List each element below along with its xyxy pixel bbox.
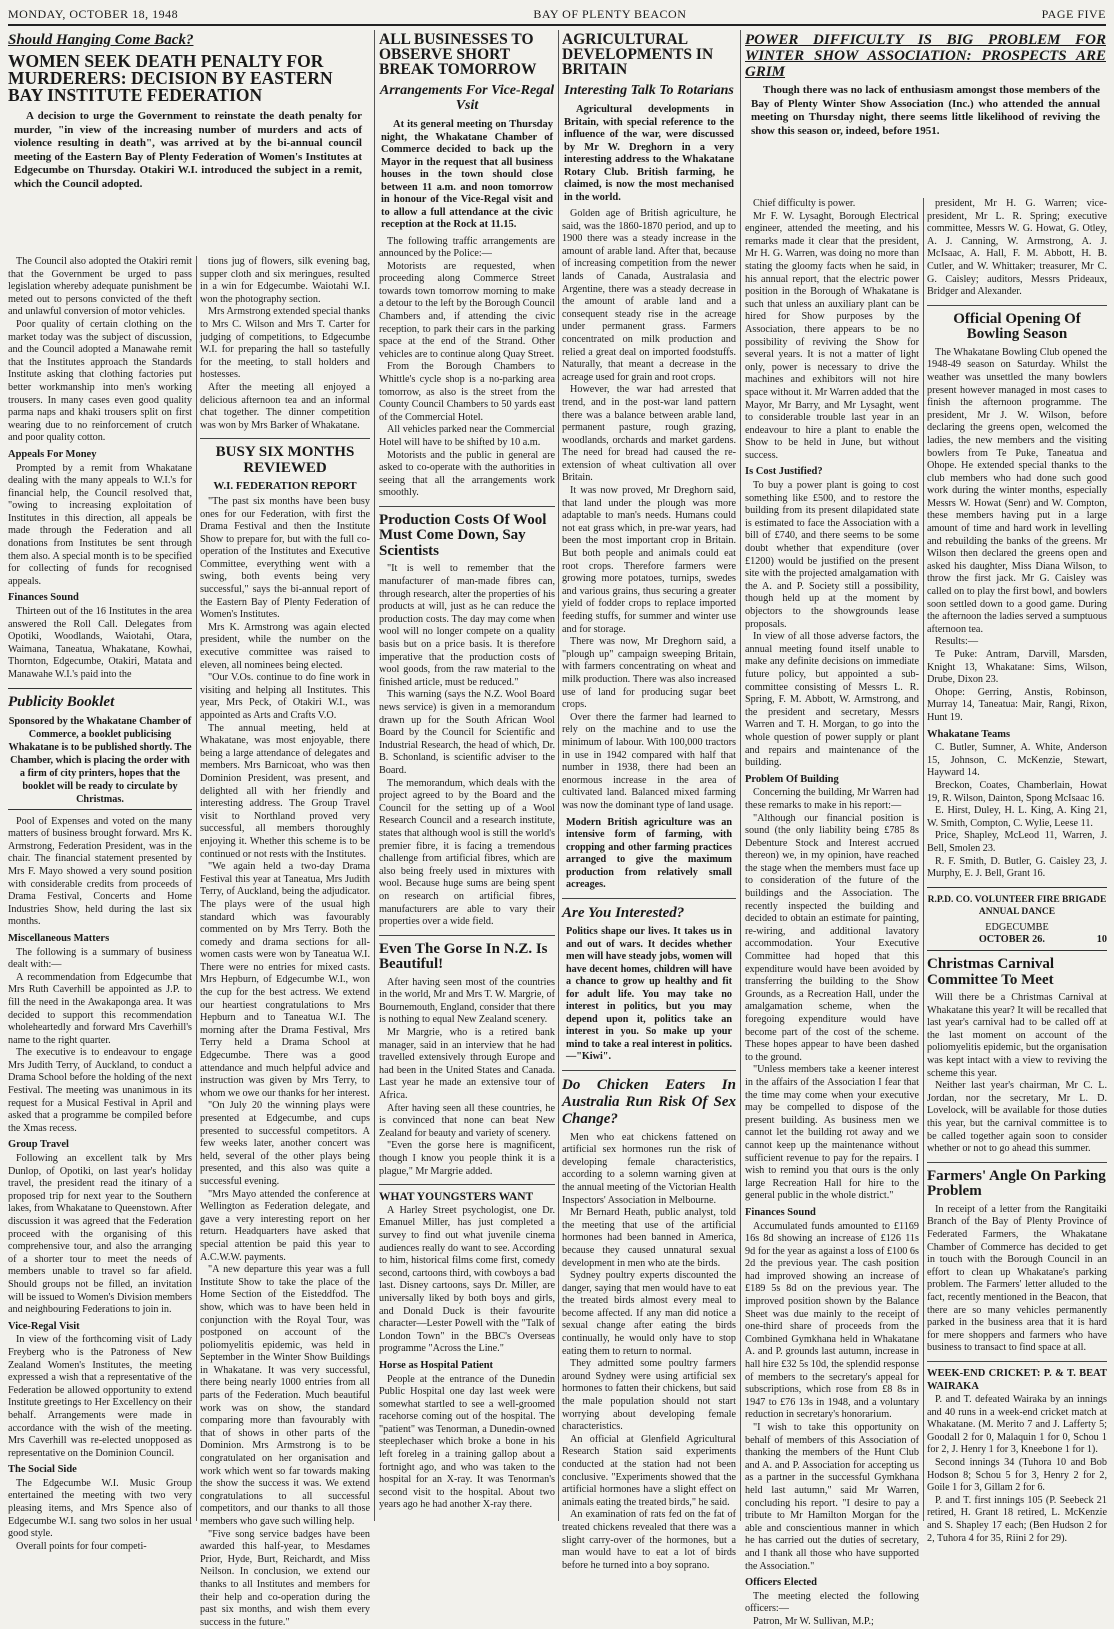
article-paragraph: After having seen all these countries, he is convinced that none can beat New Zealand for beauty and variety of scenery.	[379, 1102, 555, 1139]
section-heading: Group Travel	[8, 1139, 69, 1151]
section-heading: Whakatane Teams	[927, 728, 1011, 740]
article-paragraph: Breckon, Coates, Chamberlain, Howat 19, R. Wilson, Dainton, Spong McIsaac 16.	[927, 779, 1107, 804]
article-headline: Official Opening Of Bowling Season	[953, 310, 1081, 343]
ad-date: OCTOBER 26.	[978, 934, 1045, 946]
article-paragraph: "On July 20 the winning plays were presented at Edgecumbe, and cups presented to successful competitors. A few weeks later, another concert was held, several of the other plays being presented, and this also was quite a successful evening.	[200, 1100, 370, 1187]
article-paragraph: Results:—	[935, 636, 979, 648]
article-paragraph: The Whakatane Bowling Club opened the 1948-49 season on Saturday. Whilst the weather was unsettled the many bowlers present however managed in most cases to finish the afternoon programme. The president, Mr J. W. Wilson, before declaring the greens open, welcomed the ladies, the new members and the visiting bowlers from Te Puke, Taneatua and Ohope. He extended special thanks to the club members who had done such good work during the winter months, especially Messrs W. Howat (Senr) and W. Compton, these members having put in a large amount of time and hard work in levelling and rebuilding the banks of the greens. Mr Wilson then declared the greens open and asked his daughter, Miss Diana Wilson, to throw the first jack. Mr G. Caisley was called on to play the first bowl, and bowlers soon settled down to a good game. During the afternoon the ladies served a sumptuous afternoon tea.	[927, 346, 1107, 635]
article-paragraph: "Mrs Mayo attended the conference at Wellington as Federation delegate, and gave a very interesting report on her return. Headquarters have asked that special attention be paid this year to A.C.W.W. payments.	[200, 1188, 370, 1263]
article-paragraph: The memorandum, which deals with the project agreed to by the Board and the Council for the setting up of a Wool Research Council and a research institute, states that although wool is still the world's premier fibre, it is facing a tremendous challenge from artificial fibres, which are also being freely used in mixtures with wool. Because huge sums are being spent on research on artificial fibres, manufacturers are able to vary their properties over a wide field.	[379, 777, 555, 928]
article-paragraph: E. Hirst, Duley, H. L. King, A. King 21, W. Smith, Compton, C. Wylie, Leese 11.	[927, 805, 1107, 829]
article-paragraph: To buy a power plant is going to cost something like £500, and to restore the building from its present dilapidated state is estimated to face the Association with a bill of £740, and there seems to be some doubt whether that expenditure (over £1200) would be justified on the present site with the projected amalgamation with the A. and P. Society still a possibility, though held up at the moment by objectors to the showgrounds lease proposals.	[745, 480, 919, 630]
article-subheading: Arrangements For Vice-Regal Vsit	[379, 83, 555, 113]
article-paragraph: Mr F. W. Lysaght, Borough Electrical engineer, attended the meeting, and his remarks made it clear that the president, Mr H. G. Warren, was doing no more than stating the gloomy facts when he said, in his annual report, that the electric power position in the Borough of Whakatane is such that unless an auxiliary plant can be hired for Show purposes by the Association, there appears to be no possibility of reviving the Show for several years. It is not a matter of light only, power is necessary to drive the machines and exhibitors will not hire space without it. Mr Warren added that the Mayor, Mr Barry, and Mr Lysaght, went to considerable trouble last year in an endeavour to hire a plant to enable the Show to be held in June, but without success.	[745, 210, 919, 461]
article-paragraph: Golden age of British agriculture, he said, was the 1860-1870 period, and up to 1900 there was a steady increase in the amount of arable land. After that, because of increasing competition from the newer lands of Canada, Australasia and Argentine, there was a steady decrease in the amount of arable land and a consequent steady rise in the acreage under permanent grass. Farmers concentrated on milk production and relied a great deal on imported foodstuffs. Naturally, that meant a decrease in the acreage used for grain and root crops.	[562, 208, 736, 383]
article-paragraph: tions jug of flowers, silk evening bag, supper cloth and six meringues, resulted in a win for Edgecumbe. Waiotahi W.I. won the photography section.	[200, 256, 370, 305]
article-paragraph: The annual meeting, held at Whakatane, was most enjoyable, there being a large attendance of delegates and members. Mrs Barnicoat, who was then Dominion President, was present, and delighted all with her friendly and interesting address. The Group Travel visit to Northland proved very successful, all members thoroughly enjoying it. Whether this scheme is to be continued or not rests with the Institutes.	[200, 722, 370, 860]
article-headline: Farmers' Angle On Parking Problem	[927, 1167, 1106, 1200]
article-paragraph: An official at Glenfield Agricultural Research Station said experiments conducted at the station had not been conclusive. "Experiments showed that the artificial hormones have a slight effect on animals eating the treated birds," he said.	[562, 1433, 736, 1508]
article-headline: Production Costs Of Wool Must Come Down, Say Scientists	[379, 511, 547, 559]
article-paragraph: A recommendation from Edgecumbe that Mrs Ruth Caverhill be appointed as J.P. to fill the need in the Awakaponga area. It was decided to support this recommendation wholeheartedly and forward Mrs Caverhill's name to the right quarter.	[8, 971, 192, 1046]
booklet-notice	[8, 688, 192, 810]
article-paragraph: Te Puke: Antram, Darvill, Marsden, Knight 13, Whakatane: Sims, Wilson, Drube, Dixon 23.	[927, 649, 1107, 686]
column-4	[562, 30, 736, 1571]
section-heading: Officers Elected	[745, 1577, 818, 1589]
article-paragraph: Neither last year's chairman, Mr C. L. Jordan, nor the secretary, Mr L. D. Lovelock, will be available for those duties this year, but the carnival committee is to be called together again soon to consider whether or not to go ahead this summer.	[927, 1080, 1107, 1155]
divider	[927, 1162, 1107, 1163]
lead-intro: At its general meeting on Thursday night, the Whakatane Chamber of Commerce decided to back up the Mayor in the request that all business houses in the town should close between 11 a.m. and noon tomorrow in honour of the Vice-Regal visit and to allow a full attendance at the civic reception at the Rock at 11.15.	[381, 119, 553, 230]
article-paragraph: "Although our financial position is sound (the only liability being £785 8s Debenture Stock and Interest accrued thereon) we, in my opinion, have reached the stage when the members must face up to consideration of the future of the buildings and the Association. The recently inspected the building and decided to obtain an estimate for painting, re-wiring, and additional lavatory accommodation. Your Executive Committee had hoped that this expenditure would have been avoided by transferring the building to the Show Grounds, as a Recreation Hall, under the amalgamation scheme, when the foregoing expenditure would have become part of the cost of the scheme. These hopes appear to have been dashed to the ground.	[745, 812, 919, 1063]
article-paragraph: An examination of rats fed on the fat of treated chickens revealed that there was a slight carry-over of the hormones, but a man would have to eat a lot of birds before he turned into a boy soprano.	[562, 1509, 736, 1571]
article-paragraph: Sydney poultry experts discounted the danger, saying that men would have to eat the treated birds almost every meal to become affected. If any man did notice a sexual change after eating the birds continually, he would only have to stop eating them to return to normal.	[562, 1270, 736, 1357]
boxed-notice: Politics shape our lives. It takes us in and out of wars. It decides whether men will have steady jobs, women will have decent homes, children will have a chance to grow up healthy and fit for adult life. You may take no interest in politics, but you may depend upon it, politics take an interest in you. So make up your mind to take a real interest in politics.—"Kiwi".	[566, 926, 732, 1063]
ad-location: EDGECUMBE	[985, 921, 1049, 933]
divider	[562, 898, 736, 899]
column-rule	[923, 198, 924, 1521]
article-paragraph: president, Mr H. G. Warren; vice-president, Mr L. R. Spring; executive committee, Messrs W. G. Howat, G. Otley, A. J. Canning, W. Armstrong, A. J. McIsaac, A. Hall, F. M. Abbott, H. B. Cutler, and W. Whittaker; treasurer, Mr C. G. Caisley; auditors, Messrs Prideaux, Bridger and Alexander.	[927, 198, 1107, 298]
article-paragraph: "I wish to take this opportunity on behalf of members of this Association of thanking the members of the Hunt Club and A. and P. Association for accepting us as a partner in the successful Gymkhana held last autumn," said Mr Warren, concluding his report. "I desire to pay a tribute to Mr Hamilton Morgan for the able and conscientious manner in which he has carried out the duties of secretary, and I thank all those who have supported the Association."	[745, 1422, 919, 1572]
article-paragraph: Second innings 34 (Tuhora 10 and Bob Hodson 8; Schou 5 for 3, Henry 2 for 2, Goile 1 for 3, Gillam 2 for 6.	[927, 1457, 1107, 1494]
article-headline: WEEK-END CRICKET: P. & T. BEAT WAIRAKA	[927, 1367, 1107, 1392]
divider	[927, 1361, 1107, 1362]
article-headline: Do Chicken Eaters In Australia Run Risk Of Sex Change?	[562, 1076, 736, 1127]
masthead-paper-name: BAY OF PLENTY BEACON	[533, 6, 687, 21]
article-paragraph: Motorists are requested, when proceeding along Commerce Street towards town tomorrow morning to make a detour to the left by the Borough Council Chambers and, if attending the civic reception, to park their cars in the parking space at the end of the Strand. Other vehicles are to continue along Quay Street.	[379, 260, 555, 360]
article-paragraph: Chief difficulty is power.	[753, 198, 856, 209]
article-paragraph: "It is well to remember that the manufacturer of man-made fibres can, through research, alter the properties of his products at will, just as he can reduce the production costs. The day may come when wool will no longer compete on a quality basis but on a price basis. It is therefore imperative that the production costs of wool goods, from the raw material to the finished article, must be reduced."	[379, 563, 555, 688]
article-paragraph: Mrs Armstrong extended special thanks to Mrs C. Wilson and Mrs T. Carter for judging of competitions, to Edgecumbe W.I. for preparing the hall so tastefully for the meeting, to stall holders and hostesses.	[200, 306, 370, 381]
booklet-text: Sponsored by the Whakatane Chamber of Commerce, a booklet publicising Whakatane is to be published shortly. The Chamber, which is placing the order with a firm of city printers, hopes that the booklet will be ready to circulate by Christmas.	[8, 715, 192, 805]
section-heading: Miscellaneous Matters	[8, 932, 110, 944]
article-headline: AGRICULTURAL DEVELOPMENTS IN BRITAIN	[562, 31, 714, 78]
ad-date-row	[927, 934, 1107, 947]
article-paragraph: C. Butler, Sumner, A. White, Anderson 15, Johnson, C. McKenzie, Stewart, Hayward 14.	[927, 742, 1107, 779]
column-5	[745, 198, 919, 1627]
article-paragraph: Ohope: Gerring, Anstis, Robinson, Murray 14, Taneatua: Mair, Rangi, Rixon, Hunt 19.	[927, 686, 1107, 723]
article-paragraph: A Harley Street psychologist, one Dr. Emanuel Miller, has just completed a survey to find out what juvenile cinema audiences really do want to see. According to him, historical films come first, comedy second, cartoons third, with cowboys a bad last. Disney cartoons, says Dr. Miller, are universally liked by both boys and girls, and Donald Duck is their favourite character—Lester Powell with the "Talk of London Town" in the BBC's Overseas programme "Across the Line."	[379, 1204, 555, 1355]
article-headline: ALL BUSINESSES TO OBSERVE SHORT BREAK TOMORROW	[379, 31, 537, 78]
article-paragraph: In view of all those adverse factors, the annual meeting found itself unable to make any definite decisions on immediate future policy, but appointed a sub-committee consisting of Messrs L. R. Spring, F. M. Abbott, W. Armstrong, and the president and secretary, Messrs Warren and T. H. Morgan, to go into the whole question of power supply or plant and repairs and maintenance of the building.	[745, 631, 919, 769]
column-rule	[374, 30, 375, 1521]
divider	[379, 506, 555, 507]
article-paragraph: "A new departure this year was a full Institute Show to take the place of the Home Section of the Eisteddfod. The show, which was to have been held in conjunction with the Royal Tour, was postponed on account of the poliomyelitis epidemic, was held in September in the Winter Show Buildings in Whakatane. It was very successful, there being nearly 1000 entries from all parts of the Federation. Much beautiful work was on show, the standard comparing more than favourably with that of shows in other parts of the Dominion. Mrs Armstrong is to be congratulated on her organisation and work which went so far towards making the show the success it was. We extend congratulations to all successful competitors, and our thanks to all those members who gave such willing help.	[200, 1264, 370, 1527]
article-paragraph: Overall points for four competi-	[16, 1540, 147, 1552]
lead-story-header	[8, 30, 368, 256]
article-headline: POWER DIFFICULTY IS BIG PROBLEM FOR WINTER SHOW ASSOCIATION: PROSPECTS ARE GRIM	[745, 32, 1106, 80]
ad-title: R.P.D. CO. VOLUNTEER FIRE BRIGADE ANNUAL DANCE	[927, 894, 1107, 918]
column-rule	[558, 30, 559, 1521]
divider	[379, 1184, 555, 1185]
column-2	[200, 256, 370, 1628]
article-subheading: Interesting Talk To Rotarians	[564, 83, 734, 98]
booklet-headline: Publicity Booklet	[8, 693, 115, 710]
article-headline: Christmas Carnival Committee To Meet	[927, 956, 1055, 988]
article-paragraph: Prompted by a remit from Whakatane dealing with the many appeals to W.I.'s for financial help, the Council resolved that, "owing to increasing exploitation of Institutes in this direction, all appeals be made through the Federation and all donations from Institutes be sent through them also. A special month is to be specified for collecting of funds for recognised appeals.	[8, 462, 192, 587]
article-paragraph: This warning (says the N.Z. Wool Board news service) is given in a memorandum drawn up for the South African Wool Board by the Council for Scientific and Industrial Research, the head of which, Dr. B. Schonland, is scientific adviser to the Board.	[379, 689, 555, 776]
article-headline: BUSY SIX MONTHS REVIEWED	[215, 444, 355, 476]
article-paragraph: R. F. Smith, D. Butler, G. Caisley 23, J. Murphy, E. J. Bell, Grant 16.	[927, 855, 1107, 880]
section-heading: Finances Sound	[745, 1206, 816, 1218]
section-heading: Finances Sound	[8, 592, 79, 604]
article-paragraph: All vehicles parked near the Commercial Hotel will have to be shifted by 10 a.m.	[379, 424, 555, 448]
article-paragraph: Price, Shapley, McLeod 11, Warren, J. Bell, Smolen 23.	[927, 830, 1107, 854]
article-paragraph: The executive is to endeavour to engage Mrs Judith Terry, of Auckland, to conduct a Drama School before the holding of the next Festival. The meeting was unanimous in its request for a Musical Festival in April and asked that a programme be compiled before the Xmas recess.	[8, 1047, 192, 1134]
article-headline: Horse as Hospital Patient	[379, 1359, 494, 1371]
article-paragraph: Pool of Expenses and voted on the many matters of business brought forward. Mrs K. Armstrong, Federation President, was in the chair. The financial statement presented by Mrs F. Mayo showed a very sound position with considerable credits from proceeds of Drama Festival, Concerts and Home Industries Show, held during the last six months.	[8, 815, 192, 928]
divider	[200, 438, 370, 439]
article-paragraph: Over there the farmer had learned to rely on the machine and to use the minimum of labour. With 100,000 tractors in use in 1942 compared with half that number in 1938, there had been an enormous increase in the area of cultivated land. Balanced mixed farming was now the dominant type of land usage.	[562, 711, 736, 811]
article-paragraph: "Even the gorse here is magnificent, though I know you people think it is a plague," Mr Margrie added.	[379, 1140, 555, 1177]
section-heading: Vice-Regal Visit	[8, 1320, 80, 1332]
section-heading: Appeals For Money	[8, 448, 97, 460]
article-paragraph: Following an excellent talk by Mrs Dunlop, of Opotiki, on last year's holiday travel, the president read the itinary of a proposed trip for next year to the Southern lakes, from Whakatane to Queenstown. After discussion it was agreed that the Federation proceed with the organising of this comprehensive tour, and also the arranging of a shorter tour to meet the needs of members unable to travel so far afield. Should groups not be filled, an invitation will be issued to Women's Division members and neighbouring Federations to join in.	[8, 1153, 192, 1316]
column-1	[8, 256, 192, 1552]
article-subheading: W.I. FEDERATION REPORT	[213, 480, 357, 493]
ad-number: 10	[1096, 934, 1107, 946]
column-6	[927, 198, 1107, 1544]
section-heading: Is Cost Justified?	[745, 466, 823, 478]
article-paragraph: There was now, Mr Dreghorn said, a "plough up" campaign sweeping Britain, with farmers concentrating on wheat and milk production. There was also increased use of land for producing sugar beet crops.	[562, 636, 736, 711]
article-paragraph: "We again held a two-day Drama Festival this year at Taneatua, Mrs Judith Terry, of Auckland, being the adjudicator. The plays were of the usual high standard which was favourably commented on by Mrs Terry. Both the comedy and drama sections for all-women casts were won by Taneatua W.I. There were no entries for mixed casts. Mrs Hepburn, of Edgecumbe W.I., won the cup for the best actress. We extend our heartiest congratulations to Mrs Hepburn and to Taneatua W.I. The morning after the Drama Festival, Mrs Terry held a Drama School at Edgecumbe. There was a good attendance and much helpful advice and instruction was given by Mrs Terry, to whom we owe our thanks for her interest.	[200, 861, 370, 1099]
article-paragraph: They admitted some poultry farmers around Sydney were using artificial sex hormones to fatten their chickens, but said the male population should not start worrying about developing female characteristics.	[562, 1358, 736, 1433]
article-paragraph: Concerning the building, Mr Warren had these remarks to make in his report:—	[745, 787, 919, 811]
divider	[379, 935, 555, 936]
section-heading: The Social Side	[8, 1464, 77, 1476]
article-paragraph: People at the entrance of the Dunedin Public Hospital one day last week were somewhat startled to see a well-groomed racehorse coming out of the hospital. The "patient" was Tenorman, a Dunedin-owned steeplechaser which broke a bone in his left foreleg in a training gallop about a fortnight ago, and who was taken to the hospital for an X-ray. It was Tenorman's second visit to the hospital. About two years ago he had another X-ray there.	[379, 1373, 555, 1511]
article-paragraph: Thirteen out of the 16 Institutes in the area answered the Roll Call. Delegates from Opotiki, Woodlands, Waiotahi, Otara, Waimana, Taneatua, Whakatane, Kowhai, Thornton, Edgecumbe, Otakiri, Matata and Manawahe W.I.'s paid into the	[8, 606, 192, 680]
column-rule	[740, 30, 741, 1521]
masthead-page-number: PAGE FIVE	[1041, 6, 1106, 21]
column-3	[379, 30, 555, 1521]
dance-advertisement	[927, 887, 1107, 951]
pull-quote: Modern British agriculture was an intensive form of farming, with cropping and other farming practices arranged to give the maximum production from relatively small acreages.	[566, 816, 732, 891]
article-paragraph: The Edgecumbe W.I. Music Group entertained the meeting with two very pleasing items, and Mrs Spence also of Edgecumbe W.I. sang two solos in her usual good style.	[8, 1477, 192, 1540]
masthead	[8, 4, 1106, 26]
article-paragraph: The meeting elected the following officers:—	[745, 1590, 919, 1615]
article-headline: Even The Gorse In N.Z. Is Beautiful!	[379, 940, 548, 973]
article-paragraph: In view of the forthcoming visit of Lady Freyberg who is the Patroness of New Zealand Women's Institutes, the meeting expressed a wish that a representative of the Federation be allowed opportunity to extend Institute greetings to Her Excellency on their behalf. Arrangements were made in accordance with the wish of the meeting. Mrs Caverhill was re-elected unopposed as representative on the Dominion Council.	[8, 1334, 192, 1459]
article-paragraph: Poor quality of certain clothing on the market today was the subject of discussion, and the Council adopted a Manawahe remit that the Institutes approach the Standards Institute asking that clothing factories put better workmanship into men's working trousers. In many cases even good quality parma naps and khaki trousers split on first wearing due to no reinforcement of crutch and poor quality cotton.	[8, 318, 192, 444]
section-heading: Problem Of Building	[745, 773, 839, 785]
lead-intro: Agricultural developments in Britain, with special reference to the influence of the war, were discussed by Mr W. Dreghorn in a very interesting address to the Whakatane Rotary Club. British farming, he claimed, is now the most mechanised in the world.	[564, 104, 734, 203]
divider	[927, 305, 1107, 306]
divider	[562, 1070, 736, 1071]
article-paragraph: Mr Margrie, who is a retired bank manager, said in an interview that he had travelled extensively through Europe and had been in the United States and Canada. Last year he made an extensive tour of Africa.	[379, 1027, 555, 1102]
article-paragraph: After having seen most of the countries in the world, Mr and Mrs T. W. Margrie, of Bournemouth, England, consider that there is nothing to equal New Zealand scenery.	[379, 976, 555, 1026]
article-paragraph: Men who eat chickens fattened on artificial sex hormones run the risk of developing female characteristics, according to a solemn warning given at the annual meeting of the Victorian Health Inspectors' Association in Melbourne.	[562, 1131, 736, 1206]
article-paragraph: Mr Bernard Heath, public analyst, told the meeting that use of the artificial hormones had been banned in America, because they caused unnatural sexual development in men who ate the birds.	[562, 1207, 736, 1269]
article-paragraph: Patron, Mr W. Sullivan, M.P.;	[753, 1615, 874, 1627]
lead-intro: A decision to urge the Government to reinstate the death penalty for murder, "in view of the increasing number of murders and acts of violence resulting in death", was arrived at by the bi-annual council meeting of the Eastern Bay of Plenty Federation of Women's Institutes at Edgecumbe on Thursday. Otakiri W.I. introduced the subject in a remit, which the Council adopted.	[14, 110, 362, 190]
article-paragraph: "Unless members take a keener interest in the affairs of the Association I fear that the time may come when your executive may be compelled to dispose of the present building. As business men we cannot let the building rot away and we cannot keep up the maintenance without sufficient revenue to pay for the repairs. I wish to remind you that ours is the only large Recreation Hall for hire to the general public in the whole district."	[745, 1064, 919, 1202]
article-paragraph: From the Borough Chambers to Whittle's cycle shop is a no-parking area tomorrow, as also is the street from the County Council Chambers to 50 yards east of the Commercial Hotel.	[379, 361, 555, 423]
lead-headline: WOMEN SEEK DEATH PENALTY FOR MURDERERS: DECISION BY EASTERN BAY INSTITUTE FEDERATION	[8, 51, 333, 105]
article-paragraph: P. and T. defeated Wairaka by an innings and 40 runs in a week-end cricket match at Whakatane. (M. Merito 7 and J. Lafferty 5; Goodall 2 for 0, Malaquin 1 for 0, Schou 1 for 2, J. Henry 1 for 3, Kneebone 1 for 1).	[927, 1394, 1107, 1456]
article-paragraph: It was now proved, Mr Dreghorn said, that land under the plough was more adaptable to man's needs. Humans could not eat grass which, in pre-war years, had been the most important crop in Britain. But both people and animals could eat root crops. Therefore farmers were growing more potatoes, turnips, swedes and various grains, thus securing a greater yield of fodder crops to replace imported feeding stuffs, for summer and winter use and for storage.	[562, 485, 736, 635]
column-rule	[196, 256, 197, 1521]
article-paragraph: Motorists and the public in general are asked to co-operate with the authorities in seeing that all the arrangements work smoothly.	[379, 449, 555, 499]
article-paragraph: "Five song service badges have been awarded this half-year, to Mesdames Prior, Hyde, Burt, Reichardt, and Miss Neilson. In conclusion, we extend our thanks to all Institutes and members for their help and co-operation during the past six months, and wish them every success in the future."	[200, 1528, 370, 1628]
lead-intro: Though there was no lack of enthusiasm amongst those members of the Bay of Plenty Winter Show Association (Inc.) who attended the annual meeting on Thursday night, there seems little likelihood of reviving the show this season or, indeed, before 1951.	[751, 84, 1100, 137]
article-paragraph: "Our V.Os. continue to do fine work in visiting and helping all Institutes. This year, Mrs Peck, of Otakiri W.I., was appointed as Arts and Crafts V.O.	[200, 672, 370, 721]
article-paragraph: Accumulated funds amounted to £1169 16s 8d showing an increase of £126 11s 9d for the year as against a loss of £100 6s 2d the previous year. The cash position had improved showing an increase of £189 5s 8d on the previous year. The improved position shown by the Balance Sheet was due mainly to the receipt of one-third share of proceeds from the Combined Gymkhana held in Whakatane A. and P. grounds last autumn, increase in hall hire £32 5s 10d, the splendid response of members to the secretary's appeal for subscriptions, which rose from £8 8s in 1947 to £76 13s in 1948, and a voluntary reduction in secretary's honorarium.	[745, 1220, 919, 1421]
article-paragraph: Mrs K. Armstrong was again elected president, while the number on the executive committee was raised to eleven, all nominees being elected.	[200, 621, 370, 671]
kicker-headline: Should Hanging Come Back?	[8, 32, 194, 48]
article-paragraph: The following is a summary of business dealt with:—	[8, 946, 192, 971]
article-paragraph: However, the war had arrested that trend, and in the post-war land pattern there was a balance between arable land, permanent pasture, rough grazing, woodlands, orchards and market gardens. The need for bread had caused the re-extension of wheat cultivation all over Britain.	[562, 384, 736, 484]
article-paragraph: Will there be a Christmas Carnival at Whakatane this year? It will be recalled that last year's carnival had to be called off at the last moment on account of the poliomyelitis epidemic, but the organisation was kept intact with a view to reviving the scheme this year.	[927, 992, 1107, 1079]
article-paragraph: In receipt of a letter from the Rangitaiki Branch of the Bay of Plenty Province of Federated Farmers, the Whakatane Chamber of Commerce has decided to get in touch with the Borough Council in an effort to clean up Whakatane's parking problem. The Farmers' letter alluded to the fact, recently mentioned in the Beacon, that there are so many vehicles permanently parked in the business area that it is hard for mere shoppers and farmers who have business to transact to find space at all.	[927, 1203, 1107, 1354]
masthead-date: MONDAY, OCTOBER 18, 1948	[8, 6, 179, 21]
article-headline: Are You Interested?	[562, 905, 685, 922]
article-paragraph: The Council also adopted the Otakiri remit that the Government be urged to pass legislation whereby adequate punishment be meted out to persons convicted of the theft and unlawful conversion of motor vehicles.	[8, 256, 192, 318]
article-paragraph: After the meeting all enjoyed a delicious afternoon tea and an informal chat together. The dinner competition was won by Mrs Barker of Whakatane.	[200, 381, 370, 431]
article-headline: WHAT YOUNGSTERS WANT	[379, 1191, 534, 1204]
article-paragraph: The following traffic arrangements are announced by the Police:—	[379, 235, 555, 260]
article-paragraph: P. and T. first innings 105 (P. Seebeck 21 retired, H. Grant 18 retired, L. McKenzie and S. Shapley 17 each; (Ben Hudson 2 for 2, Tuhora 4 for 35, Riini 2 for 29).	[927, 1494, 1107, 1544]
power-story-header	[745, 30, 1106, 192]
article-paragraph: "The past six months have been busy ones for our Federation, with first the Drama Festival and then the Institute Show to prepare for, but with the full co-operation of the Institutes and Executive Committee, everything went with a swing, both events being very successful," says the bi-annual report of the Eastern Bay of Plenty Federation of Women's Institutes.	[200, 495, 370, 621]
